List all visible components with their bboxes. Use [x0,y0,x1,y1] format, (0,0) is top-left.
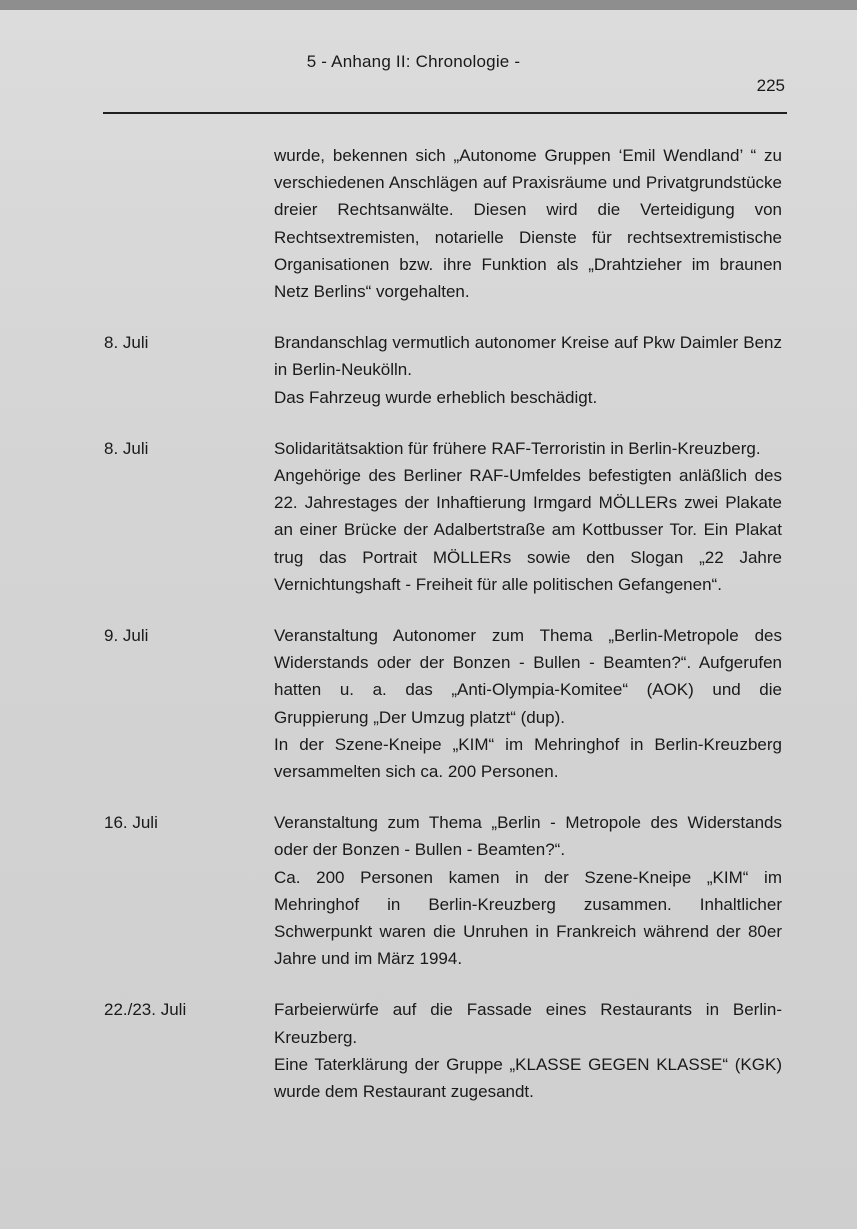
entry-body [274,996,782,1105]
running-header-title: 5 - Anhang II: Chronologie - [306,52,521,71]
chronology-entry [0,996,857,1105]
entry-paragraph: Eine Taterklärung der Gruppe „KLASSE GEGEN KLASSE“ (KGK) wurde dem Restaurant zugesandt. [274,1054,782,1102]
lead-paragraph: wurde, bekennen sich „Autonome Gruppen ‘Emil Wendland’ “ zu verschiedenen Anschlägen auf Praxisräume und Privatgrundstücke dreier Rechtsanwälte. Diesen wird die Verteidigung von Rechtsextremisten, notarielle Dienste für rechtsextremistische Organisationen bzw. ihre Funktion als „Drahtzieher im braunen Netz Berlins“ vorgehalten. [274,146,782,302]
chronology-entry [0,622,857,785]
entry-date: 9. Juli [104,626,149,646]
header-rule [103,112,787,114]
chronology-entry [0,329,857,411]
entry-paragraph: Farbeierwürfe auf die Fassade eines Restaurants in Berlin-Kreuzberg. [274,1000,782,1047]
entry-paragraph: Angehörige des Berliner RAF-Umfeldes befestigten anläßlich des 22. Jahrestages der Inhaftierung Irmgard MÖLLERs zwei Plakate an einer Brücke der Adalbertstraße am Kottbusser Tor. Ein Plakat trug das Portrait MÖLLERs sowie den Slogan „22 Jahre Vernichtungshaft - Freiheit für alle politischen Gefangenen“. [274,466,782,594]
chronology-content [0,142,857,1105]
entry-paragraph: Solidaritätsaktion für frühere RAF-Terroristin in Berlin-Kreuzberg. [274,438,761,458]
entry-body [274,622,782,785]
entry-body [274,329,782,411]
entry-paragraph: Veranstaltung Autonomer zum Thema „Berlin-Metropole des Widerstands oder der Bonzen - Bullen - Beamten?“. Aufgerufen hatten u. a. das „Anti-Olympia-Komitee“ (AOK) und die Gruppierung „Der Umzug platzt“ (dup). [274,626,782,727]
entry-paragraph: Ca. 200 Personen kamen in der Szene-Kneipe „KIM“ im Mehringhof in Berlin-Kreuzberg zusammen. Inhaltlicher Schwerpunkt waren die Unruhen in Frankreich während der 80er Jahre und im März 1994. [274,867,782,969]
chronology-entry [0,809,857,972]
chronology-entry [0,435,857,598]
entry-date: 8. Juli [104,333,149,353]
entry-date: 16. Juli [104,813,158,833]
entry-body [274,809,782,972]
entry-date: 22./23. Juli [104,1000,187,1020]
scan-top-edge [0,0,857,10]
entry-paragraph: Das Fahrzeug wurde erheblich beschädigt. [274,387,598,407]
entry-paragraph: Brandanschlag vermutlich autonomer Kreise auf Pkw Daimler Benz in Berlin-Neukölln. [274,333,782,380]
entry-body [274,435,782,598]
page-number: 225 [756,76,785,95]
entry-paragraph: In der Szene-Kneipe „KIM“ im Mehringhof in Berlin-Kreuzberg versammelten sich ca. 200 Personen. [274,734,782,782]
entry-date: 8. Juli [104,438,149,458]
entry-paragraph: Veranstaltung zum Thema „Berlin - Metropole des Widerstands oder der Bonzen - Bullen - Beamten?“. [274,813,782,860]
